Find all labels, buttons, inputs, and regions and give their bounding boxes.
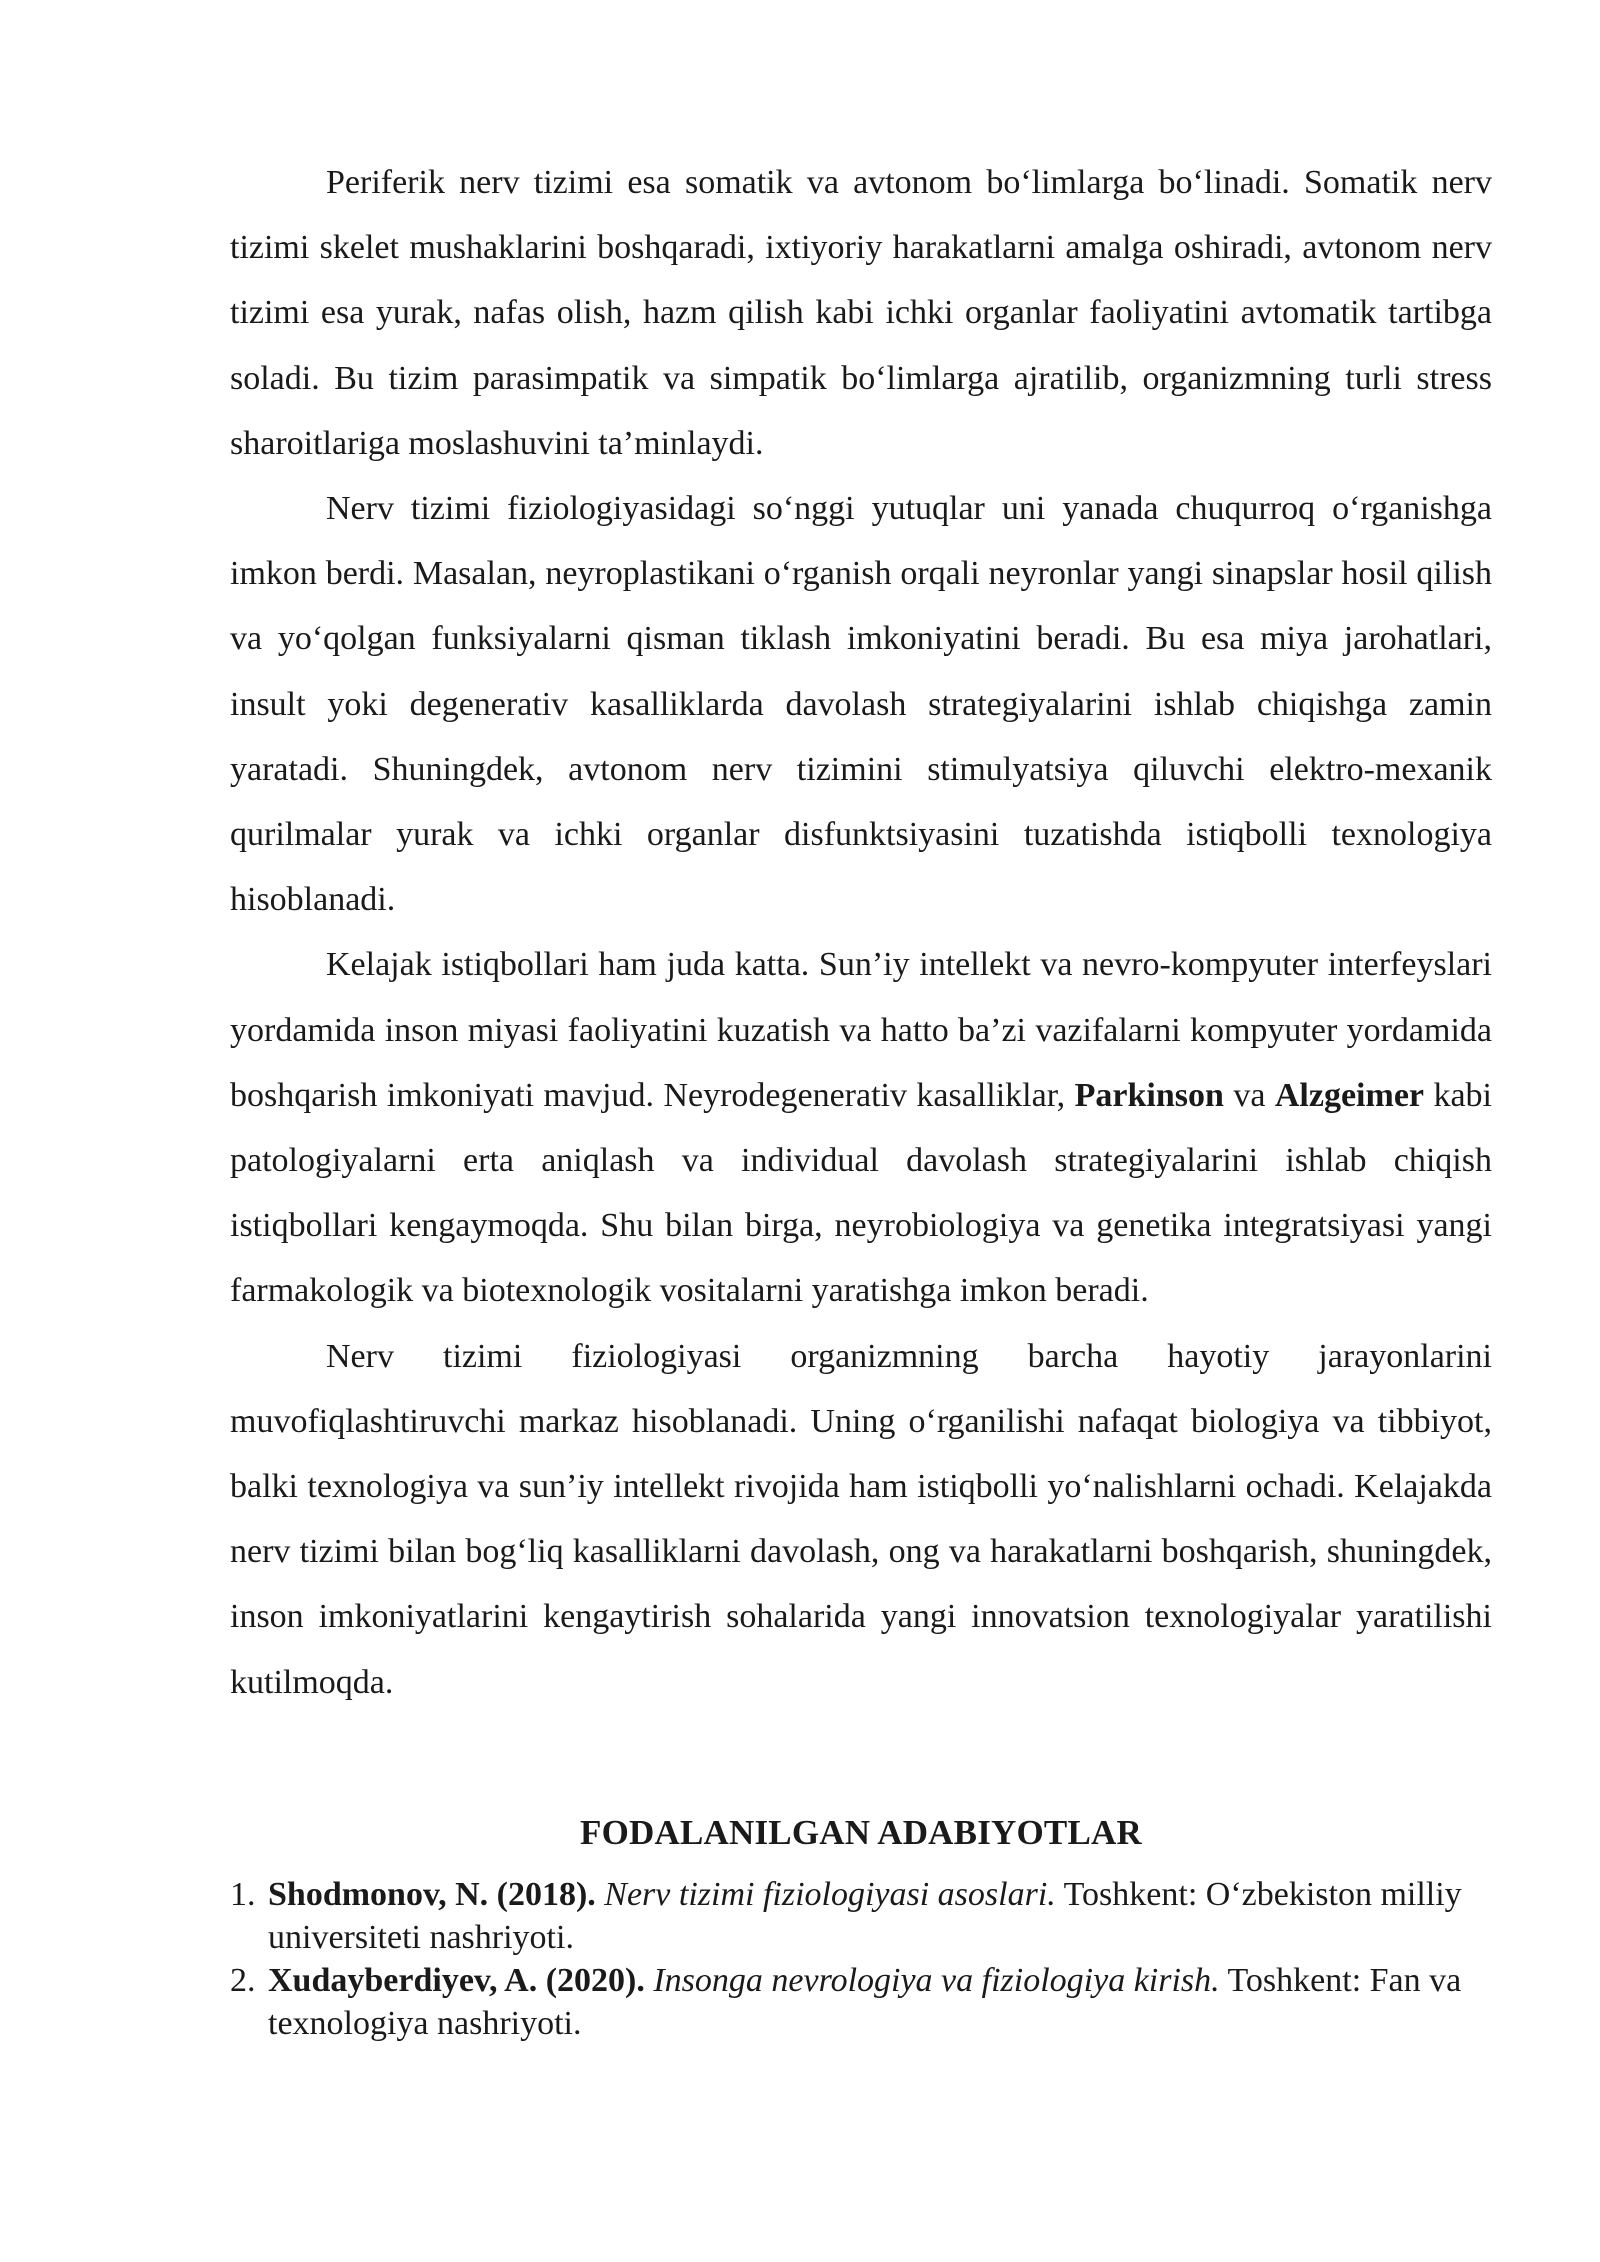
bold-term-parkinson: Parkinson (1074, 1076, 1224, 1114)
reference-author: Shodmonov, N. (2018). (268, 1875, 596, 1913)
reference-title: Insonga nevrologiya va fiziologiya kirish. (653, 1961, 1220, 1999)
paragraph-text: Nerv tizimi fiziologiyasidagi so‘nggi yutuqlar uni yanada chuqurroq o‘rganishga imkon berdi. Masalan, neyroplastikani o‘rganish orqali neyronlar yangi sinapslar hosil qilish va yo‘qolgan funksiyalarni qisman tiklash imkoniyatini beradi. Bu esa miya jarohatlari, insult yoki degenerativ kasalliklarda davolash strategiyalarini ishlab chiqishga zamin yaratadi. Shuningdek, avtonom nerv tizimini stimulyatsiya qiluvchi elektro-mexanik qurilmalar yurak va ichki organlar disfunktsiyasini tuzatishda istiqbolli texnologiya hisoblanadi. (230, 490, 1492, 919)
reference-publisher: Toshkent: Fan va texnologiya nashriyoti. (268, 1961, 1462, 2042)
reference-number: 1. (230, 1875, 256, 1913)
paragraph-text: Periferik nerv tizimi esa somatik va avtonom bo‘limlarga bo‘linadi. Somatik nerv tizimi skelet mushaklarini boshqaradi, ixtiyoriy harakatlarni amalga oshiradi, avtonom nerv tizimi esa yurak, nafas olish, hazm qilish kabi ichki organlar faoliyatini avtomatik tartibga soladi. Bu tizim parasimpatik va simpatik bo‘limlarga ajratilib, organizmning turli stress sharoitlariga moslashuvini ta’minlaydi. (230, 164, 1492, 462)
document-page (230, 150, 1492, 2045)
references-list (230, 1873, 1492, 2045)
paragraph-text: Nerv tizimi fiziologiyasi organizmning barcha hayotiy jarayonlarini muvofiqlashtiruvchi markaz hisoblanadi. Uning o‘rganilishi nafaqat biologiya va tibbiyot, balki texnologiya va sun’iy intellekt rivojida ham istiqbolli yo‘nalishlarni ochadi. Kelajakda nerv tizimi bilan bog‘liq kasalliklarni davolash, ong va harakatlarni boshqarish, shuningdek, inson imkoniyatlarini kengaytirish sohalarida yangi innovatsion texnologiyalar yaratilishi kutilmoqda. (230, 1337, 1492, 1701)
paragraph-4 (230, 1324, 1492, 1715)
reference-number: 2. (230, 1961, 256, 1999)
bold-term-alzgeimer: Alzgeimer (1274, 1076, 1425, 1114)
paragraph-3 (230, 932, 1492, 1323)
paragraph-text: Kelajak istiqbollari ham juda katta. Sun’iy intellekt va nevro-kompyuter interfeyslari yordamida inson miyasi faoliyatini kuzatish va hatto ba’zi vazifalarni kompyuter yordamida boshqarish imkoniyati mavjud. Neyrodegenerativ kasalliklar, (230, 946, 1492, 1114)
reference-item (230, 1873, 1492, 1959)
reference-publisher: Toshkent: O‘zbekiston milliy universiteti nashriyoti. (268, 1875, 1462, 1956)
body-text (230, 150, 1492, 1715)
reference-title: Nerv tizimi fiziologiyasi asoslari. (604, 1875, 1056, 1913)
reference-item (230, 1959, 1492, 2045)
paragraph-2 (230, 476, 1492, 932)
paragraph-1 (230, 150, 1492, 476)
references-heading: FODALANILGAN ADABIYOTLAR (580, 1812, 1142, 1852)
reference-author: Xudayberdiyev, A. (2020). (268, 1961, 645, 1999)
paragraph-text: kabi patologiyalarni erta aniqlash va individual davolash strategiyalarini ishlab chiqish istiqbollari kengaymoqda. Shu bilan birga, neyrobiologiya va genetika integratsiyasi yangi farmakologik va biotexnologik vositalarni yaratishga imkon beradi. (230, 1076, 1492, 1310)
paragraph-text: va (1223, 1076, 1275, 1114)
